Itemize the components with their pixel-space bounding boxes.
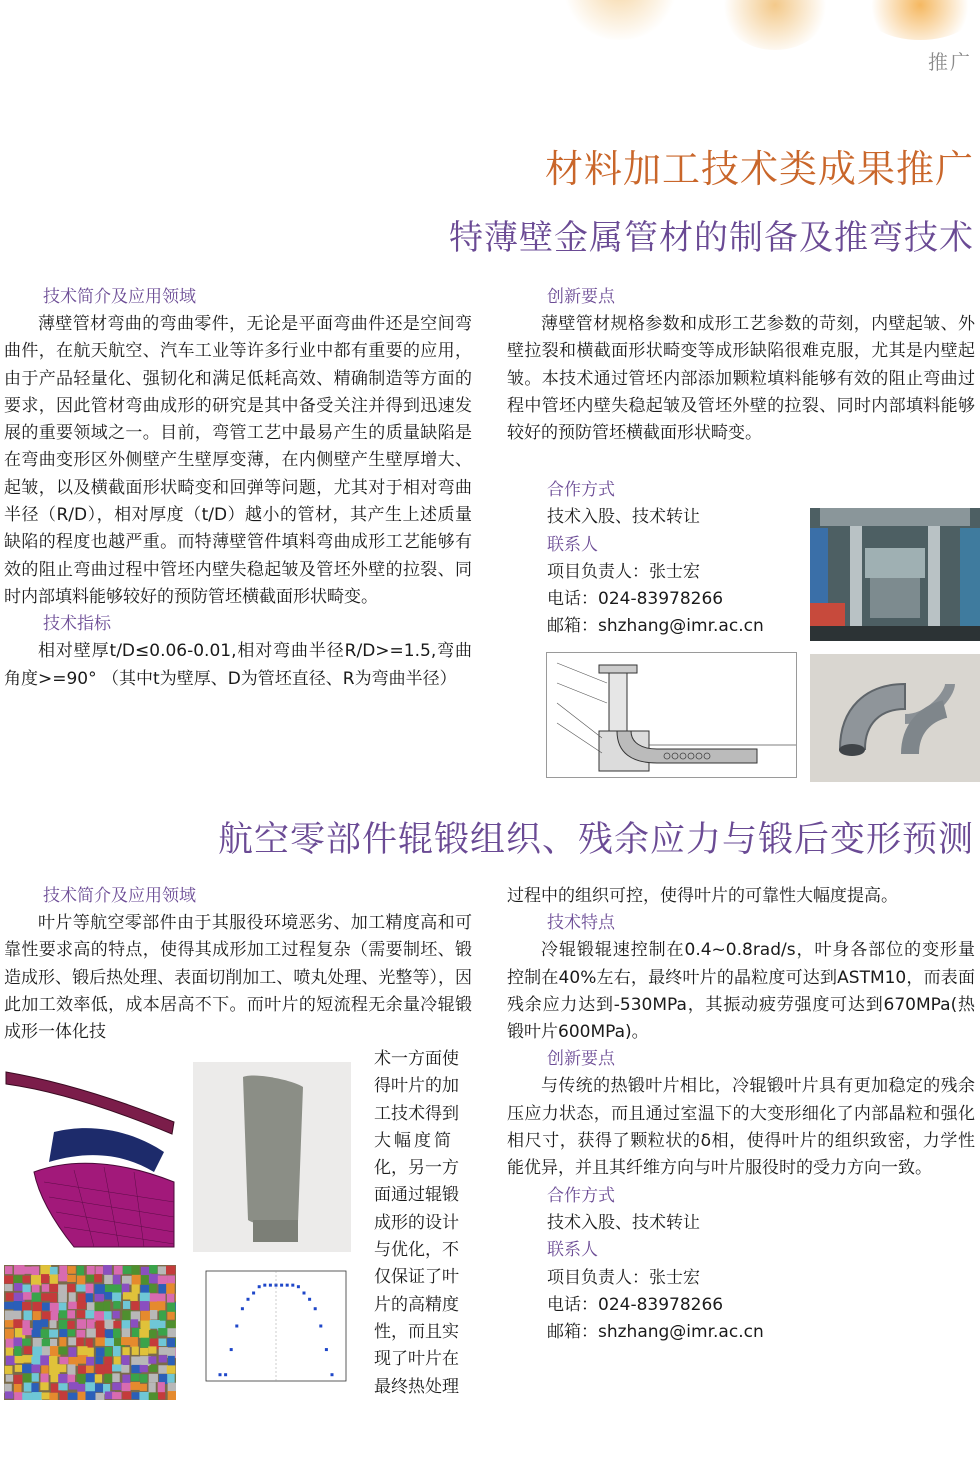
section1-intro-heading: 技术简介及应用领域 (43, 287, 196, 307)
grain (50, 1293, 57, 1302)
grain (23, 1374, 33, 1383)
grain (175, 1310, 176, 1320)
grain (94, 1274, 102, 1282)
stress-point (247, 1298, 250, 1301)
grain (58, 1293, 67, 1303)
grain (113, 1328, 120, 1338)
grain (113, 1346, 121, 1356)
grain (33, 1320, 42, 1330)
grain (105, 1347, 113, 1358)
narrow-line: 术一方面使 (374, 1049, 459, 1069)
grain (40, 1355, 50, 1366)
grain (140, 1285, 149, 1293)
grain (58, 1383, 67, 1390)
section1-innov-text: 薄壁管材规格参数和成形工艺参数的苛刻，内壁起皱、外壁拉裂和横截面形状畸变等成形缺陷很难克服，尤其是内壁起皱。本技术通过管坯内部添加颗粒填料能够有效的阻止弯曲过程中管坯内壁失稳起皱及管坯外壁的拉裂、同时内部填料能够较好的预防管坯横截面形状畸变。 (507, 314, 975, 444)
grain (103, 1265, 112, 1275)
grain (168, 1275, 175, 1283)
grain (140, 1301, 149, 1311)
grain (104, 1374, 113, 1383)
residual-stress-chart (188, 1265, 352, 1400)
grain (86, 1293, 93, 1303)
grain (159, 1311, 166, 1321)
section2-intro-heading: 技术简介及应用领域 (43, 886, 196, 906)
grain (67, 1266, 75, 1274)
grain (33, 1311, 41, 1321)
grain (49, 1356, 57, 1365)
section2-contact-heading: 联系人 (547, 1240, 598, 1261)
grain (122, 1276, 132, 1285)
grain (131, 1301, 139, 1310)
grain (77, 1319, 86, 1329)
grain (131, 1319, 139, 1327)
grain (105, 1285, 114, 1292)
grain (32, 1373, 39, 1381)
grain (140, 1348, 148, 1355)
grain (123, 1292, 131, 1299)
grain (112, 1382, 121, 1390)
grain (140, 1338, 151, 1348)
grain (58, 1284, 67, 1293)
grain (50, 1267, 58, 1276)
grain (41, 1319, 48, 1327)
grain (175, 1294, 176, 1302)
section1-contact-block (547, 477, 807, 641)
stress-point (219, 1373, 222, 1376)
section1-spec-heading: 技术指标 (43, 614, 111, 635)
grain (132, 1284, 140, 1293)
grain (59, 1320, 69, 1330)
grain (50, 1284, 59, 1292)
narrow-line: 现了叶片在 (374, 1349, 459, 1370)
grain (159, 1355, 167, 1362)
grain (6, 1339, 15, 1349)
decor-orange-blob (560, 0, 680, 40)
grain (158, 1392, 165, 1399)
grain (94, 1284, 105, 1295)
section1-coop-heading: 合作方式 (547, 480, 615, 500)
grain (175, 1347, 176, 1358)
grain (77, 1310, 87, 1318)
section1-intro-text: 薄壁管材弯曲的弯曲零件，无论是平面弯曲件还是空间弯曲件，在航天航空、汽车工业等许多行业中都有重要的应用，由于产品轻量化、强韧化和满足低耗高效、精确制造等方面的要求，因此管材弯曲成形的研究是其中备受关注并得到迅速发展的重要领域之一。目前，弯管工艺中最易产生的质量缺陷是在弯曲变形区外侧壁产生壁厚变薄，在内侧壁产生壁厚增大、起皱，以及横截面形状畸变和回弹等问题，尤其对于相对弯曲半径（R/D），相对厚度（t/D）越小的管材，其产生上述质量缺陷的程度也越严重。而特薄壁管件填料弯曲成形工艺能够有效的阻止弯曲过程中管坯内壁失稳起皱及管坯外壁的拉裂、同时内部填料能够较好的预防管坯横截面形状畸变。 (4, 314, 472, 607)
grain (24, 1383, 33, 1392)
grain (76, 1337, 84, 1346)
grain (121, 1365, 129, 1373)
section1-contact-person: 项目负责人：张士宏 (547, 561, 700, 582)
grain (23, 1292, 32, 1300)
grain (167, 1338, 176, 1347)
grain (5, 1366, 13, 1374)
narrow-line: 片的高精度 (374, 1294, 459, 1315)
grain (149, 1365, 157, 1372)
grain (113, 1275, 120, 1286)
grain (168, 1356, 175, 1366)
grain (148, 1356, 156, 1363)
grain (130, 1337, 138, 1347)
grain (22, 1302, 31, 1311)
grain (167, 1312, 174, 1320)
section2-contact-person: 项目负责人：张士宏 (547, 1267, 700, 1288)
section2-narrow-text (374, 1046, 474, 1401)
stress-point (314, 1307, 317, 1310)
grain (140, 1321, 150, 1331)
section2-feat-heading: 技术特点 (547, 913, 615, 934)
grain (167, 1365, 176, 1373)
grain (59, 1357, 68, 1364)
grain (112, 1373, 119, 1382)
grain (168, 1391, 176, 1400)
grain (122, 1392, 131, 1400)
grain (51, 1312, 58, 1321)
grain (33, 1302, 43, 1312)
grain (168, 1383, 176, 1392)
grain (41, 1329, 50, 1338)
blade-simulation-figure (4, 1062, 180, 1252)
section1-contact-heading: 联系人 (547, 534, 598, 555)
grain (96, 1266, 104, 1274)
grain (50, 1320, 57, 1328)
section2-coop-text: 技术入股、技术转让 (547, 1212, 700, 1233)
grain (122, 1328, 130, 1337)
grain (158, 1338, 166, 1346)
grain (86, 1329, 97, 1338)
grain (23, 1267, 33, 1274)
stress-point (269, 1284, 272, 1287)
grain (167, 1303, 176, 1314)
grain (149, 1393, 159, 1400)
machine-photo (810, 508, 980, 641)
stress-point (319, 1325, 322, 1328)
grain (59, 1337, 66, 1346)
grain (14, 1301, 23, 1311)
grain (148, 1346, 156, 1353)
grain (87, 1266, 95, 1275)
grain (60, 1391, 68, 1400)
decor-orange-blob (860, 0, 980, 40)
grain (123, 1266, 132, 1274)
grain (14, 1283, 23, 1291)
stress-point (224, 1373, 227, 1376)
section1-title: 特薄壁金属管材的制备及推弯技术 (449, 218, 974, 258)
grain (32, 1347, 42, 1357)
grain (59, 1364, 66, 1372)
grain (6, 1375, 13, 1382)
grain (95, 1384, 104, 1393)
section2-intro-text: 叶片等航空零部件由于其服役环境恶劣、加工精度高和可靠性要求高的特点，使得其成形加工过程复杂（需要制坯、锻造成形、锻后热处理、表面切削加工、喷丸处理、光整等），因此加工效率低，成本居高不下。而叶片的短流程无余量冷辊锻成形一体化技 (4, 913, 472, 1043)
grain (40, 1382, 48, 1390)
grain (122, 1347, 129, 1355)
grain (41, 1274, 49, 1283)
section2-innov-heading: 创新要点 (547, 1049, 615, 1070)
grain (112, 1364, 123, 1371)
microstructure-image (4, 1265, 176, 1400)
narrow-line: 与优化，不 (374, 1240, 459, 1261)
grain (132, 1347, 139, 1355)
grain (4, 1284, 12, 1291)
narrow-line: 最终热处理 (374, 1376, 459, 1397)
stress-point (325, 1348, 328, 1351)
narrow-line: 大幅度简 (374, 1130, 454, 1151)
section2-left-column (4, 883, 472, 1046)
grain (158, 1276, 168, 1285)
grain (159, 1347, 168, 1355)
stress-point (286, 1284, 289, 1287)
grain (24, 1346, 32, 1354)
grain (149, 1265, 157, 1273)
grain (32, 1292, 41, 1301)
grain (14, 1346, 21, 1356)
grain (49, 1364, 60, 1375)
grain (158, 1328, 167, 1336)
grain (77, 1301, 86, 1309)
grain (112, 1392, 121, 1399)
grain (68, 1329, 76, 1336)
grain (5, 1266, 12, 1274)
narrow-line: 工技术得到 (374, 1103, 459, 1124)
narrow-line: 仅保证了叶 (374, 1267, 459, 1288)
grain (67, 1284, 75, 1293)
stress-point (235, 1325, 238, 1328)
grain (5, 1329, 14, 1340)
grain (68, 1302, 78, 1309)
blade-photo (193, 1062, 351, 1252)
stress-point (252, 1292, 255, 1295)
grain (96, 1348, 105, 1357)
grain (131, 1265, 139, 1275)
grain (158, 1382, 165, 1393)
grain (104, 1292, 112, 1299)
grain (49, 1330, 58, 1338)
narrow-line: 性，而且实 (374, 1321, 459, 1342)
grain (130, 1382, 140, 1390)
grain (86, 1275, 94, 1282)
stress-point (230, 1348, 233, 1351)
grain (86, 1366, 94, 1373)
grain (50, 1374, 58, 1382)
grain (32, 1330, 42, 1337)
grain (59, 1310, 67, 1318)
bent-tube-photo (810, 654, 980, 782)
grain (121, 1337, 132, 1345)
grain (86, 1284, 94, 1294)
grain (49, 1393, 57, 1400)
grain (130, 1293, 137, 1301)
section2-right-column (507, 883, 975, 1346)
grain (31, 1275, 41, 1285)
grain (86, 1391, 96, 1400)
grain (41, 1293, 50, 1300)
grain (149, 1382, 156, 1392)
bending-schematic (546, 652, 797, 778)
stress-point (258, 1285, 261, 1288)
grain (105, 1338, 115, 1346)
grain (150, 1310, 157, 1320)
grain (87, 1319, 95, 1328)
grain (140, 1374, 148, 1383)
grain (86, 1357, 94, 1366)
section1-spec-text: 相对壁厚t/D≤0.06-0.01,相对弯曲半径R/D>=1.5,弯曲角度>=90° （其中t为壁厚、D为管坯直径、R为弯曲半径） (4, 641, 472, 689)
grain (166, 1321, 176, 1330)
grain (22, 1320, 29, 1328)
narrow-line: 化，另一方 (374, 1158, 459, 1179)
grain (105, 1364, 113, 1374)
grain (6, 1356, 16, 1365)
grain (112, 1293, 121, 1302)
grain (33, 1338, 43, 1347)
grain (96, 1328, 106, 1338)
grain (131, 1356, 141, 1365)
section2-contact-email: 邮箱：shzhang@imr.ac.cn (547, 1322, 764, 1343)
stress-point (263, 1284, 266, 1287)
grain (157, 1301, 165, 1310)
stress-point (331, 1373, 334, 1376)
grain (77, 1266, 84, 1277)
grain (94, 1302, 104, 1311)
grain (42, 1346, 51, 1357)
grain (77, 1330, 86, 1338)
narrow-line: 得叶片的加 (374, 1076, 459, 1097)
grain (67, 1310, 75, 1318)
grain (22, 1328, 32, 1335)
grain (76, 1284, 86, 1291)
grain (69, 1292, 76, 1302)
grain (58, 1374, 68, 1383)
section2-title: 航空零部件辊锻组织、残余应力与锻后变形预测 (217, 820, 974, 860)
grain (167, 1374, 174, 1383)
grain (112, 1311, 119, 1318)
grain (15, 1356, 24, 1363)
grain (166, 1266, 175, 1275)
grain (41, 1365, 48, 1373)
grain (95, 1374, 102, 1382)
grain (67, 1275, 76, 1282)
grain (140, 1384, 147, 1391)
grain (68, 1347, 76, 1357)
grain (175, 1338, 176, 1347)
grain (87, 1302, 95, 1310)
grain (31, 1266, 39, 1275)
grain (24, 1310, 32, 1320)
grain (31, 1383, 38, 1393)
main-title: 材料加工技术类成果推广 (544, 147, 974, 191)
grain (113, 1301, 120, 1309)
section1-coop-text: 技术入股、技术转让 (547, 507, 700, 528)
section1-contact-phone: 电话：024-83978266 (547, 589, 724, 610)
stress-point (308, 1298, 311, 1301)
section1-contact-email: 邮箱：shzhang@imr.ac.cn (547, 616, 764, 637)
grain (5, 1391, 14, 1398)
section2-innov-text: 与传统的热锻叶片相比，冷辊锻叶片具有更加稳定的残余压应力状态，而且通过室温下的大变形细化了内部晶粒和强化相尺寸，获得了颗粒状的δ相，使得叶片的组织致密，力学性能优异，并且其纤维方向与叶片服役时的受力方向一致。 (507, 1076, 975, 1179)
grain (22, 1339, 30, 1346)
section1-innov-heading: 创新要点 (547, 287, 615, 307)
grain (32, 1392, 42, 1400)
grain (50, 1274, 58, 1284)
grain (67, 1364, 75, 1375)
stress-point (303, 1292, 306, 1295)
section2-coop-heading: 合作方式 (547, 1185, 615, 1206)
grain (95, 1393, 104, 1400)
grain (132, 1275, 141, 1285)
grain (123, 1301, 130, 1309)
grain (22, 1392, 33, 1400)
grain (67, 1375, 75, 1383)
grain (69, 1382, 79, 1389)
narrow-line: 成形的设计 (374, 1212, 459, 1233)
grain (167, 1294, 174, 1303)
stress-point (280, 1284, 283, 1287)
grain (149, 1374, 158, 1382)
grain (104, 1275, 113, 1284)
grain (167, 1328, 176, 1337)
grain (58, 1346, 67, 1354)
grain (5, 1310, 13, 1321)
narrow-line: 面通过辊锻 (374, 1185, 459, 1206)
grain (5, 1320, 15, 1327)
grain (94, 1311, 104, 1322)
grain (6, 1293, 14, 1301)
grain (149, 1284, 156, 1293)
grain (166, 1283, 175, 1294)
stress-point (291, 1284, 294, 1287)
grain (158, 1365, 168, 1373)
grain (13, 1319, 23, 1329)
page-tag: 推广 (928, 50, 972, 74)
grain (15, 1365, 24, 1372)
grain (140, 1293, 150, 1302)
grain (22, 1276, 30, 1283)
grain (103, 1301, 110, 1311)
grain (42, 1392, 50, 1399)
grain (139, 1392, 149, 1400)
grain (85, 1310, 94, 1318)
grain (4, 1276, 15, 1284)
grain (58, 1274, 67, 1281)
stress-point (297, 1285, 300, 1288)
grain (4, 1302, 14, 1309)
grain (42, 1284, 49, 1292)
grain (6, 1348, 13, 1357)
grain (31, 1364, 40, 1372)
grain (140, 1365, 148, 1372)
grain (95, 1337, 106, 1345)
grain (114, 1266, 123, 1275)
section2-intro-continued: 过程中的组织可控，使得叶片的可靠性大幅度提高。 (507, 886, 898, 906)
grain (131, 1374, 140, 1381)
grain (32, 1285, 40, 1293)
grain (140, 1311, 150, 1321)
grain (95, 1294, 104, 1302)
section2-contact-phone: 电话：024-83978266 (547, 1294, 724, 1315)
grain (139, 1329, 149, 1338)
grain (122, 1383, 131, 1391)
section1-left-column (4, 284, 472, 693)
grain (22, 1364, 33, 1373)
grain (68, 1393, 78, 1400)
grain (22, 1355, 33, 1363)
stress-point (241, 1307, 244, 1310)
section2-feat-text: 冷辊锻辊速控制在0.4~0.8rad/s，叶身各部位的变形量控制在40%左右，最终叶片的晶粒度可达到ASTM10，而表面残余应力达到-530MPa，其振动疲劳强度可达到670MPa(热锻叶片600MPa)。 (507, 940, 975, 1043)
decor-orange-blob (720, 0, 830, 50)
grain (95, 1364, 106, 1374)
grain (85, 1382, 95, 1392)
section1-right-column (507, 284, 975, 447)
grain (59, 1329, 67, 1337)
